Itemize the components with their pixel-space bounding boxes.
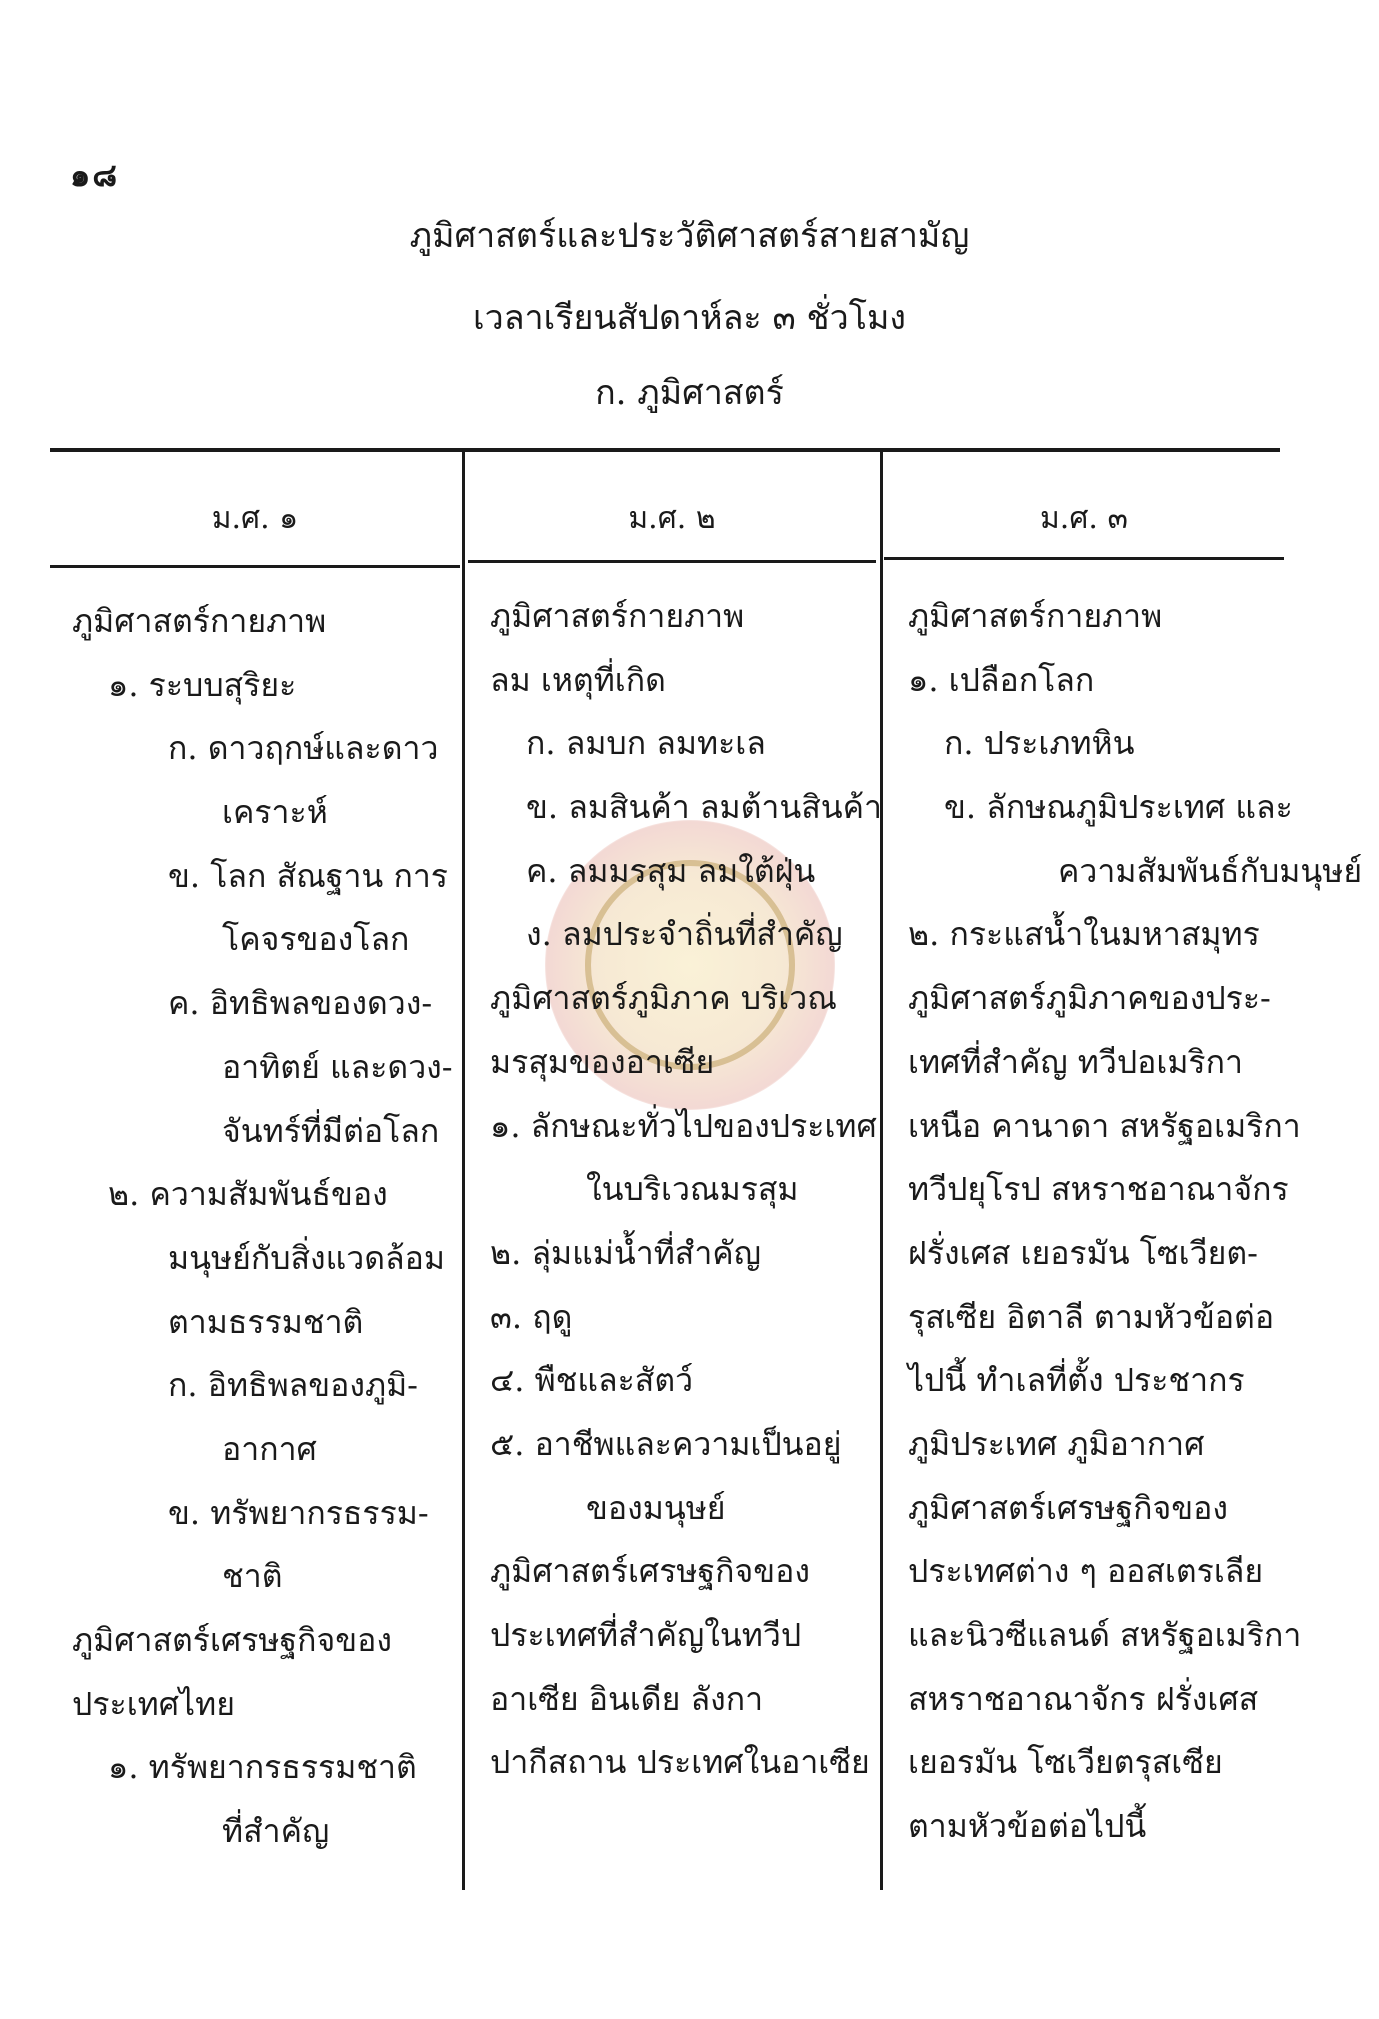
col2-line: ๓. ฤดู <box>490 1297 573 1336</box>
col1-line: ชาติ <box>222 1557 283 1596</box>
col2-line: อาเซีย อินเดีย ลังกา <box>490 1679 764 1718</box>
col1-line: ก. ดาวฤกษ์และดาว <box>168 729 439 768</box>
col3-line: ภูมิศาสตร์กายภาพ <box>908 597 1163 635</box>
column-header-ms2: ม.ศ. ๒ <box>628 501 716 536</box>
column-ms3 <box>908 585 1363 1859</box>
col1-line: ตามธรรมชาติ <box>168 1302 364 1341</box>
col1-line: ประเทศไทย <box>72 1684 235 1723</box>
col3-line: เยอรมัน โซเวียตรุสเซีย <box>908 1743 1223 1782</box>
col3-line: ความสัมพันธ์กับมนุษย์ <box>1058 851 1363 890</box>
col2-line: ๔. พืชและสัตว์ <box>490 1361 694 1400</box>
col2-line: ปากีสถาน ประเทศในอาเซีย <box>490 1743 870 1782</box>
col3-line: และนิวซีแลนด์ สหรัฐอเมริกา <box>908 1616 1302 1654</box>
col1-line: โคจรของโลก <box>222 920 410 959</box>
col3-line: ทวีปยุโรป สหราชอาณาจักร <box>908 1170 1289 1209</box>
col1-line: จันทร์ที่มีต่อโลก <box>222 1111 440 1150</box>
col3-line: รุสเซีย อิตาลี ตามหัวข้อต่อ <box>908 1297 1275 1336</box>
col1-line: มนุษย์กับสิ่งแวดล้อม <box>168 1238 445 1277</box>
col1-line: ข. โลก สัณฐาน การ <box>168 856 448 895</box>
col2-line: ภูมิศาสตร์กายภาพ <box>490 597 745 635</box>
col1-line: อาทิตย์ และดวง- <box>222 1047 453 1086</box>
col3-line: ๑. เปลือกโลก <box>908 660 1095 699</box>
section-heading: ก. ภูมิศาสตร์ <box>595 373 784 413</box>
col2-line: ประเทศที่สำคัญในทวีป <box>490 1616 802 1654</box>
col1-line: ค. อิทธิพลของดวง- <box>168 984 433 1023</box>
col1-line: เคราะห์ <box>222 793 328 832</box>
col2-line: ค. ลมมรสุม ลมใต้ฝุ่น <box>526 851 816 890</box>
col2-line: ของมนุษย์ <box>586 1488 726 1527</box>
col3-line: ตามหัวข้อต่อไปนี้ <box>908 1807 1147 1846</box>
column-header-ms1: ม.ศ. ๑ <box>211 501 299 536</box>
col2-line: ก. ลมบก ลมทะเล <box>526 724 766 763</box>
header-bottom-rule-1 <box>50 565 460 568</box>
column-header-ms3: ม.ศ. ๓ <box>1040 501 1128 536</box>
col2-line: มรสุมของอาเซีย <box>490 1042 715 1081</box>
col2-line: ภูมิศาสตร์เศรษฐกิจของ <box>490 1552 810 1591</box>
col2-line: ลม เหตุที่เกิด <box>490 660 666 699</box>
page-number: ๑๘ <box>70 156 119 194</box>
column-divider-1 <box>462 450 465 1890</box>
col2-line: ๕. อาชีพและความเป็นอยู่ <box>490 1424 842 1463</box>
col3-line: เทศที่สำคัญ ทวีปอเมริกา <box>908 1042 1243 1081</box>
col3-line: ฝรั่งเศส เยอรมัน โซเวียต- <box>908 1233 1258 1272</box>
header-bottom-rule-3 <box>884 557 1284 560</box>
document-title: ภูมิศาสตร์และประวัติศาสตร์สายสามัญ <box>409 216 970 256</box>
table-top-rule <box>50 448 1280 452</box>
col3-line: ประเทศต่าง ๆ ออสเตรเลีย <box>908 1552 1264 1591</box>
col2-line: ๑. ลักษณะทั่วไปของประเทศ <box>490 1106 877 1145</box>
col1-line: ๑. ระบบสุริยะ <box>108 665 297 704</box>
col3-line: ภูมิศาสตร์ภูมิภาคของประ- <box>908 979 1271 1018</box>
col1-line: อากาศ <box>222 1429 317 1468</box>
weekly-hours: เวลาเรียนสัปดาห์ละ ๓ ชั่วโมง <box>472 298 906 338</box>
col2-line: ในบริเวณมรสุม <box>586 1170 799 1209</box>
col2-line: ๒. ลุ่มแม่น้ำที่สำคัญ <box>490 1233 761 1272</box>
col1-line: ข. ทรัพยากรธรรม- <box>168 1493 429 1532</box>
col3-line: ภูมิประเทศ ภูมิอากาศ <box>908 1424 1205 1463</box>
header-bottom-rule-2 <box>468 560 876 563</box>
col1-line: ๑. ทรัพยากรธรรมชาติ <box>108 1748 417 1787</box>
col1-line: ภูมิศาสตร์กายภาพ <box>72 602 327 640</box>
col2-line: ข. ลมสินค้า ลมต้านสินค้า <box>526 788 882 827</box>
col2-line: ภูมิศาสตร์ภูมิภาค บริเวณ <box>490 979 837 1018</box>
column-ms2 <box>490 585 882 1795</box>
col1-line: ที่สำคัญ <box>222 1812 330 1851</box>
col3-line: ไปนี้ ทำเลที่ตั้ง ประชากร <box>908 1361 1245 1400</box>
col2-line: ง. ลมประจำถิ่นที่สำคัญ <box>526 915 843 954</box>
col3-line: สหราชอาณาจักร ฝรั่งเศส <box>908 1679 1259 1718</box>
col1-line: ๒. ความสัมพันธ์ของ <box>108 1175 388 1214</box>
col3-line: ก. ประเภทหิน <box>944 724 1135 763</box>
col3-line: ๒. กระแสน้ำในมหาสมุทร <box>908 915 1260 954</box>
col3-line: เหนือ คานาดา สหรัฐอเมริกา <box>908 1106 1301 1145</box>
col1-line: ภูมิศาสตร์เศรษฐกิจของ <box>72 1621 392 1659</box>
column-divider-2 <box>880 450 883 1890</box>
col1-line: ก. อิทธิพลของภูมิ- <box>168 1366 418 1405</box>
col3-line: ข. ลักษณภูมิประเทศ และ <box>944 788 1293 827</box>
col3-line: ภูมิศาสตร์เศรษฐกิจของ <box>908 1488 1228 1527</box>
column-ms1 <box>72 590 457 1864</box>
